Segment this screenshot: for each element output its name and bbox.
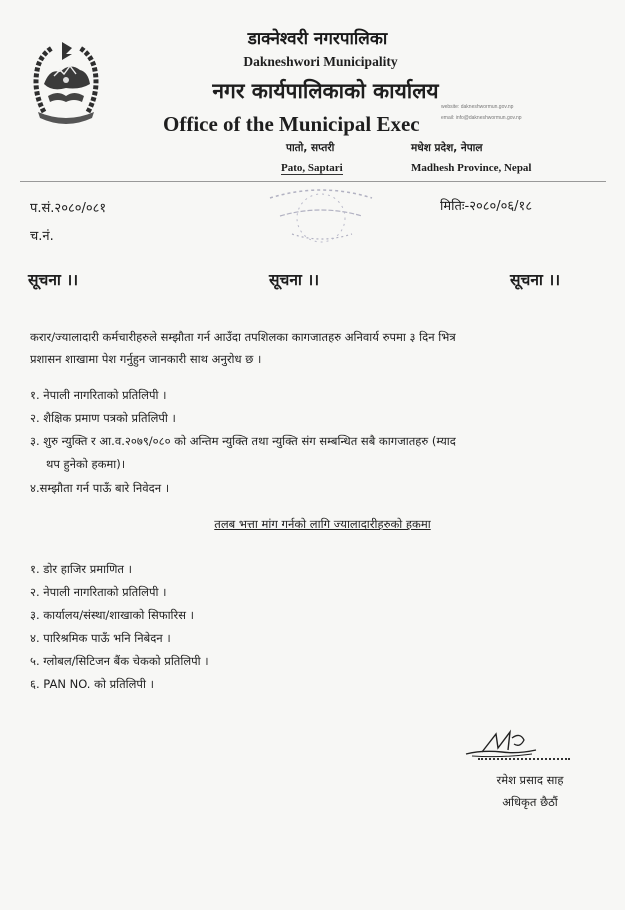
address-np: पातो, सप्तरी [286,142,335,154]
municipality-name-np: डाक्नेश्वरी नगरपालिका [247,29,388,49]
office-stamp-icon [266,180,376,246]
wage-list-item: १. डोर हाजिर प्रमाणित । [30,562,132,576]
wage-list-item: ४. पारिश्रमिक पाऊँ भनि निबेदन । [30,631,171,645]
contract-list-item-continued: थप हुनेको हकमा)। [46,457,126,471]
notice-title-left: सूचना ।। [28,271,79,289]
contract-list-item: ३. शुरु न्युक्ति र आ.व.२०७९/०८० को अन्तिम न्युक्ति तथा न्युक्ति संग सम्बन्धित सबै कागजातहरु (म्याद [30,434,456,448]
wage-section-heading-text: तलब भत्ता मांग गर्नको लागि ज्यालादारीहरुको हकमा [214,517,431,531]
website-text: website: dakneshwormun.gov.np [441,104,514,110]
email-text: email: info@dakneshwormun.gov.np [441,115,522,121]
wage-list-item: २. नेपाली नागरिताको प्रतिलिपी । [30,585,167,599]
province-en: Madhesh Province, Nepal [411,162,532,174]
office-name-np: नगर कार्यपालिकाको कार्यालय [212,79,439,103]
contract-list-item: २. शैक्षिक प्रमाण पत्रको प्रतिलिपी । [30,411,176,425]
wage-list-item: ६. PAN NO. को प्रतिलिपी । [30,677,154,691]
wage-list-item: ३. कार्यालय/संस्था/शाखाको सिफारिस । [30,608,195,622]
contract-list-item: १. नेपाली नागरिताको प्रतिलिपी । [30,388,167,402]
office-name-en: Office of the Municipal Exec [163,112,420,136]
contract-list-item: ४.सम्झौता गर्न पाऊँ बारे निवेदन । [30,481,170,495]
wage-section-heading [0,517,625,532]
intro-line: प्रशासन शाखामा पेश गर्नुहुन जानकारी साथ अनुरोध छ । [30,352,262,366]
notice-title-right: सूचना ।। [510,271,561,289]
letter-date: मितिः-२०८०/०६/१८ [440,199,533,214]
letter-number: प.सं.२०८०/०८१ [30,201,107,216]
handwritten-signature-icon [462,728,542,760]
province-np: मधेश प्रदेश, नेपाल [411,142,483,154]
wage-list-item: ५. ग्लोबल/सिटिजन बैंक चेकको प्रतिलिपी । [30,654,209,668]
intro-line: करार/ज्यालादारी कर्मचारीहरुले सम्झौता गर्न आउँदा तपशिलका कागजातहरु अनिवार्य रुपमा ३ दिन भित्र [30,330,456,344]
dispatch-number: च.नं. [30,229,54,244]
address-en: Pato, Saptari [281,162,343,174]
signatory-title: अधिकृत छैठौं [502,795,558,809]
signatory-name: रमेश प्रसाद साह [496,773,564,787]
signature-line [478,758,570,760]
notice-title-center: सूचना ।। [269,271,320,289]
municipality-name-en: Dakneshwori Municipality [243,54,398,69]
